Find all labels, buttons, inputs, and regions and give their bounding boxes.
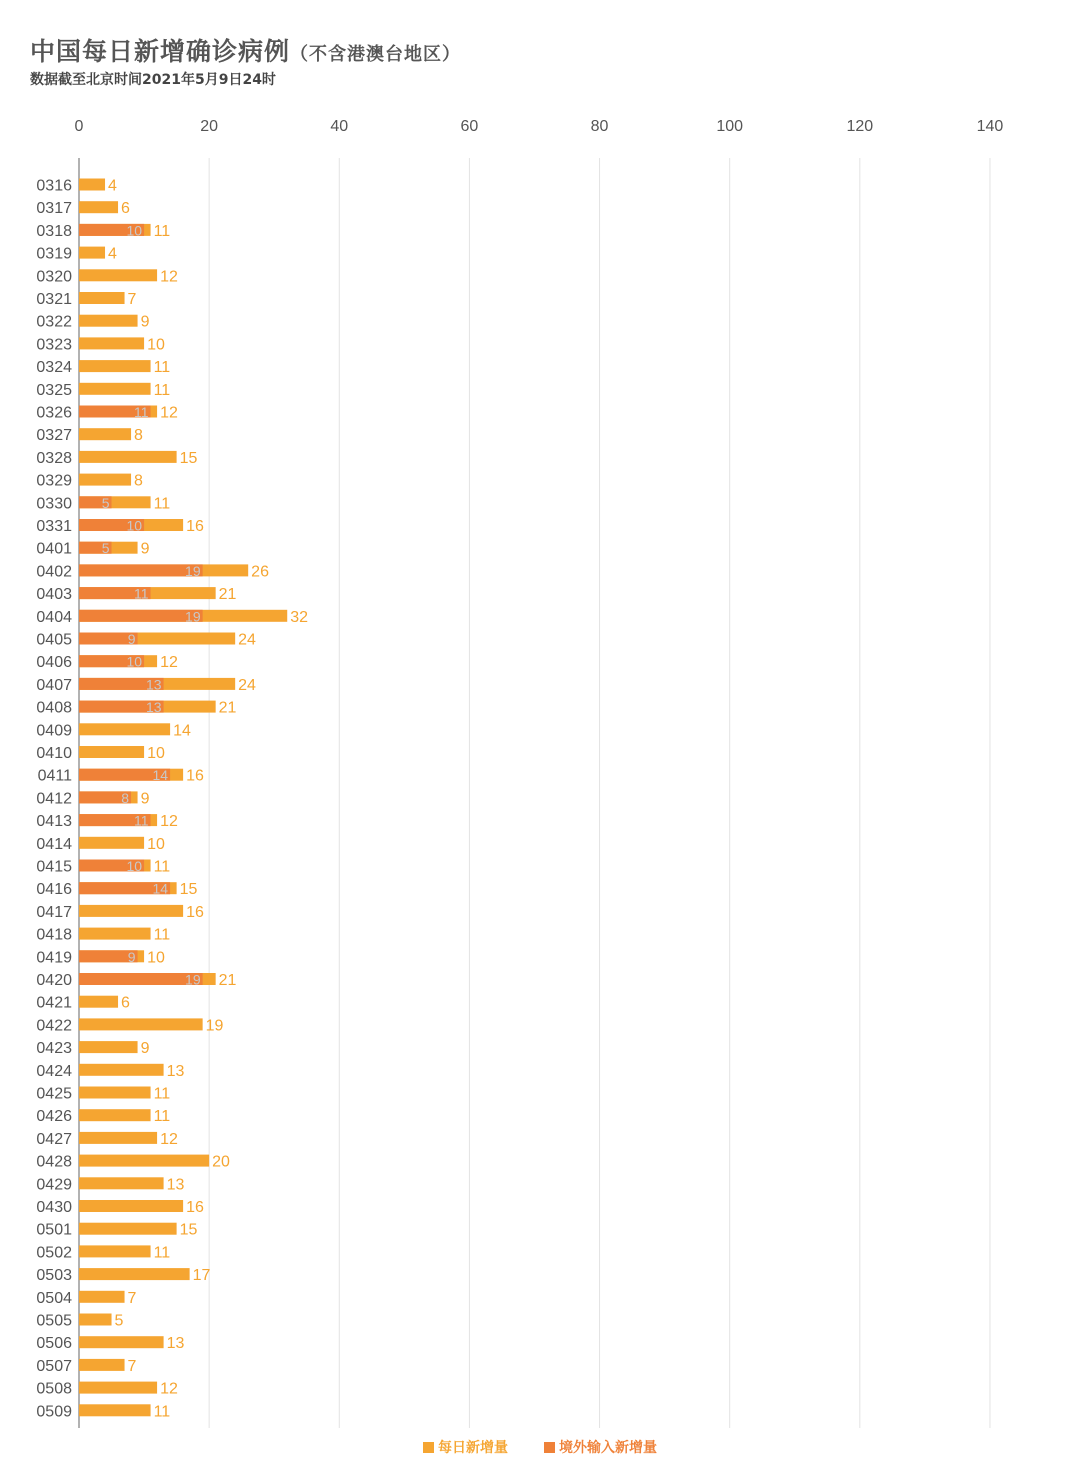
- category-label: 0421: [36, 994, 72, 1012]
- category-label: 0425: [36, 1085, 72, 1103]
- category-label: 0418: [36, 926, 72, 944]
- category-label: 0502: [36, 1244, 72, 1262]
- category-label: 0417: [36, 903, 72, 921]
- x-tick-label: 80: [590, 118, 609, 135]
- bar-total: [79, 1177, 164, 1189]
- legend-swatch-total: [423, 1442, 434, 1453]
- data-label-total: 11: [153, 1244, 171, 1262]
- bar-total: [79, 360, 151, 372]
- data-label-total: 20: [212, 1153, 230, 1171]
- category-label: 0404: [36, 608, 72, 626]
- data-label-total: 13: [166, 1062, 185, 1080]
- data-label-imported: 10: [126, 222, 143, 239]
- bar-total: [79, 1064, 164, 1076]
- legend-item-imported: [544, 1437, 657, 1457]
- data-label-total: 16: [186, 903, 204, 921]
- data-label-total: 12: [160, 813, 178, 831]
- x-tick-label: 20: [200, 118, 219, 135]
- category-label: 0409: [36, 722, 72, 740]
- category-label: 0508: [36, 1380, 72, 1398]
- data-label-total: 7: [127, 1289, 137, 1307]
- data-label-total: 4: [108, 177, 117, 195]
- category-label: 0325: [36, 381, 72, 399]
- category-label: 0412: [36, 790, 72, 808]
- data-label-total: 11: [153, 926, 171, 944]
- bar-total: [79, 723, 170, 735]
- bar-total: [79, 837, 144, 849]
- bar-total: [79, 1200, 183, 1212]
- bar-total: [79, 1155, 209, 1167]
- data-label-total: 9: [140, 1040, 150, 1058]
- bar-total: [79, 1291, 125, 1303]
- bar-total: [79, 1018, 203, 1030]
- bar-total: [79, 315, 138, 327]
- bar-total: [79, 1382, 157, 1394]
- data-label-total: 32: [290, 608, 309, 626]
- category-label: 0414: [36, 835, 72, 853]
- category-label: 0413: [36, 813, 72, 831]
- x-tick-label: 40: [330, 118, 349, 135]
- data-label-imported: 13: [146, 699, 162, 716]
- bar-total: [79, 451, 177, 463]
- data-label-imported: 14: [152, 880, 169, 897]
- data-label-total: 11: [153, 222, 171, 240]
- bar-total: [79, 1223, 177, 1235]
- title-main: 中国每日新增确诊病例: [30, 37, 291, 66]
- bar-total: [79, 201, 118, 213]
- data-label-total: 11: [153, 495, 171, 513]
- x-tick-label: 120: [846, 118, 874, 135]
- data-label-total: 8: [134, 427, 143, 445]
- data-label-total: 11: [153, 381, 171, 399]
- data-label-total: 19: [205, 1017, 224, 1035]
- bar-total: [79, 1336, 164, 1348]
- data-label-total: 9: [140, 540, 150, 558]
- bar-total: [79, 1404, 151, 1416]
- data-label-total: 15: [179, 449, 198, 467]
- data-label-imported: 13: [146, 676, 162, 693]
- data-label-total: 10: [147, 835, 165, 853]
- data-label-imported: 5: [101, 494, 110, 511]
- data-label-total: 21: [218, 586, 237, 604]
- bar-total: [79, 269, 157, 281]
- data-label-total: 11: [153, 858, 171, 876]
- data-label-total: 11: [153, 1085, 171, 1103]
- category-label: 0401: [36, 540, 72, 558]
- category-label: 0403: [36, 586, 72, 604]
- category-label: 0324: [36, 359, 72, 377]
- data-label-total: 11: [153, 359, 171, 377]
- data-label-total: 17: [192, 1267, 211, 1285]
- data-label-total: 12: [160, 404, 178, 422]
- data-label-total: 10: [147, 745, 165, 762]
- x-tick-label: 60: [460, 118, 479, 135]
- data-label-imported: 8: [121, 789, 130, 806]
- category-label: 0427: [36, 1130, 72, 1148]
- category-label: 0317: [36, 200, 72, 218]
- category-label: 0424: [36, 1062, 72, 1080]
- category-label: 0422: [36, 1017, 72, 1035]
- x-tick-label: 0: [74, 118, 84, 135]
- category-label: 0331: [36, 518, 72, 535]
- legend-label-total: 每日新增量: [438, 1440, 508, 1456]
- bar-total: [79, 1087, 151, 1099]
- data-label-total: 24: [238, 676, 256, 694]
- category-label: 0319: [36, 245, 72, 263]
- category-label: 0505: [36, 1312, 72, 1330]
- data-label-imported: 10: [126, 858, 143, 874]
- legend-item-total: [423, 1437, 508, 1457]
- category-label: 0318: [36, 222, 72, 240]
- data-label-total: 9: [140, 313, 150, 331]
- category-label: 0509: [36, 1403, 72, 1421]
- title-note: （不含港澳台地区）: [290, 44, 462, 65]
- category-label: 0507: [36, 1357, 72, 1375]
- data-label-total: 16: [186, 518, 204, 535]
- data-label-total: 16: [186, 1199, 204, 1216]
- data-label-imported: 9: [127, 948, 136, 965]
- bar-total: [79, 292, 125, 304]
- category-label: 0326: [36, 404, 72, 422]
- category-label: 0411: [37, 767, 72, 785]
- category-label: 0420: [36, 972, 72, 989]
- category-label: 0428: [36, 1153, 72, 1171]
- category-label: 0330: [36, 495, 72, 513]
- bar-total: [79, 1109, 151, 1121]
- data-label-total: 15: [179, 1221, 198, 1239]
- chart-subtitle: 数据截至北京时间2021年5月9日24时: [30, 72, 276, 88]
- x-tick-label: 100: [716, 118, 744, 135]
- data-label-total: 16: [186, 767, 204, 785]
- data-label-total: 21: [218, 972, 237, 989]
- category-label: 0321: [36, 291, 72, 308]
- data-label-imported: 19: [185, 562, 201, 579]
- data-label-total: 11: [153, 1108, 171, 1126]
- category-label: 0407: [36, 676, 72, 694]
- data-label-total: 11: [153, 1403, 171, 1421]
- data-label-imported: 9: [127, 631, 136, 647]
- data-label-total: 12: [160, 268, 178, 286]
- category-label: 0426: [36, 1108, 72, 1126]
- bar-total: [79, 1245, 151, 1257]
- bar-total: [79, 247, 105, 259]
- category-label: 0405: [36, 631, 72, 649]
- data-label-imported: 10: [126, 653, 143, 670]
- bar-total: [79, 474, 131, 486]
- data-label-total: 10: [147, 949, 165, 967]
- bar-total: [79, 1132, 157, 1144]
- category-label: 0402: [36, 563, 72, 581]
- data-label-total: 10: [147, 336, 165, 354]
- category-label: 0322: [36, 313, 72, 331]
- data-label-total: 7: [127, 291, 137, 308]
- category-label: 0327: [36, 427, 72, 445]
- data-label-total: 7: [127, 1357, 137, 1375]
- data-label-imported: 11: [134, 585, 149, 602]
- category-label: 0503: [36, 1267, 72, 1285]
- data-label-total: 8: [134, 472, 143, 490]
- bar-total: [79, 905, 183, 917]
- legend-swatch-imported: [544, 1442, 555, 1453]
- data-label-total: 4: [108, 245, 117, 263]
- data-label-imported: 14: [152, 767, 169, 784]
- data-label-total: 13: [166, 1176, 185, 1194]
- category-label: 0506: [36, 1335, 72, 1353]
- bar-total: [79, 928, 151, 940]
- category-label: 0415: [36, 858, 72, 876]
- category-label: 0419: [36, 949, 72, 967]
- category-label: 0501: [36, 1221, 72, 1239]
- data-label-total: 6: [121, 200, 130, 218]
- legend-label-imported: 境外输入新增量: [559, 1440, 657, 1456]
- data-label-total: 14: [173, 722, 191, 740]
- data-label-imported: 11: [134, 812, 149, 829]
- category-label: 0320: [36, 268, 72, 286]
- category-label: 0430: [36, 1199, 72, 1216]
- data-label-imported: 10: [126, 517, 143, 534]
- data-label-total: 13: [166, 1335, 185, 1353]
- data-label-imported: 5: [101, 540, 110, 557]
- bar-total: [79, 1041, 138, 1053]
- data-label-total: 5: [114, 1312, 124, 1330]
- data-label-total: 12: [160, 1130, 178, 1148]
- data-label-imported: 19: [185, 971, 201, 988]
- legend: [0, 1437, 1080, 1457]
- bar-total: [79, 996, 118, 1008]
- category-label: 0316: [36, 177, 72, 195]
- category-label: 0504: [36, 1289, 72, 1307]
- data-label-total: 15: [179, 881, 198, 899]
- category-label: 0329: [36, 472, 72, 490]
- bar-total: [79, 1359, 125, 1371]
- bar-total: [79, 1314, 112, 1326]
- data-label-imported: 19: [185, 608, 201, 625]
- data-label-total: 9: [140, 790, 150, 808]
- data-label-total: 12: [160, 1380, 178, 1398]
- bar-total: [79, 1268, 190, 1280]
- data-label-total: 6: [121, 994, 130, 1012]
- category-label: 0328: [36, 449, 72, 467]
- category-label: 0406: [36, 654, 72, 672]
- category-label: 0429: [36, 1176, 72, 1194]
- category-label: 0408: [36, 699, 72, 717]
- category-label: 0416: [36, 881, 72, 899]
- bar-total: [79, 179, 105, 191]
- category-label: 0323: [36, 336, 72, 354]
- bar-total: [79, 428, 131, 440]
- bar-total: [79, 746, 144, 758]
- x-tick-label: 140: [976, 118, 1004, 135]
- data-label-imported: 11: [134, 404, 149, 420]
- category-label: 0423: [36, 1040, 72, 1058]
- category-label: 0410: [36, 745, 72, 762]
- data-label-total: 12: [160, 654, 178, 672]
- data-label-total: 26: [251, 563, 269, 581]
- data-label-total: 21: [218, 699, 237, 717]
- bar-total: [79, 383, 151, 395]
- bar-total: [79, 337, 144, 349]
- data-label-total: 24: [238, 631, 256, 649]
